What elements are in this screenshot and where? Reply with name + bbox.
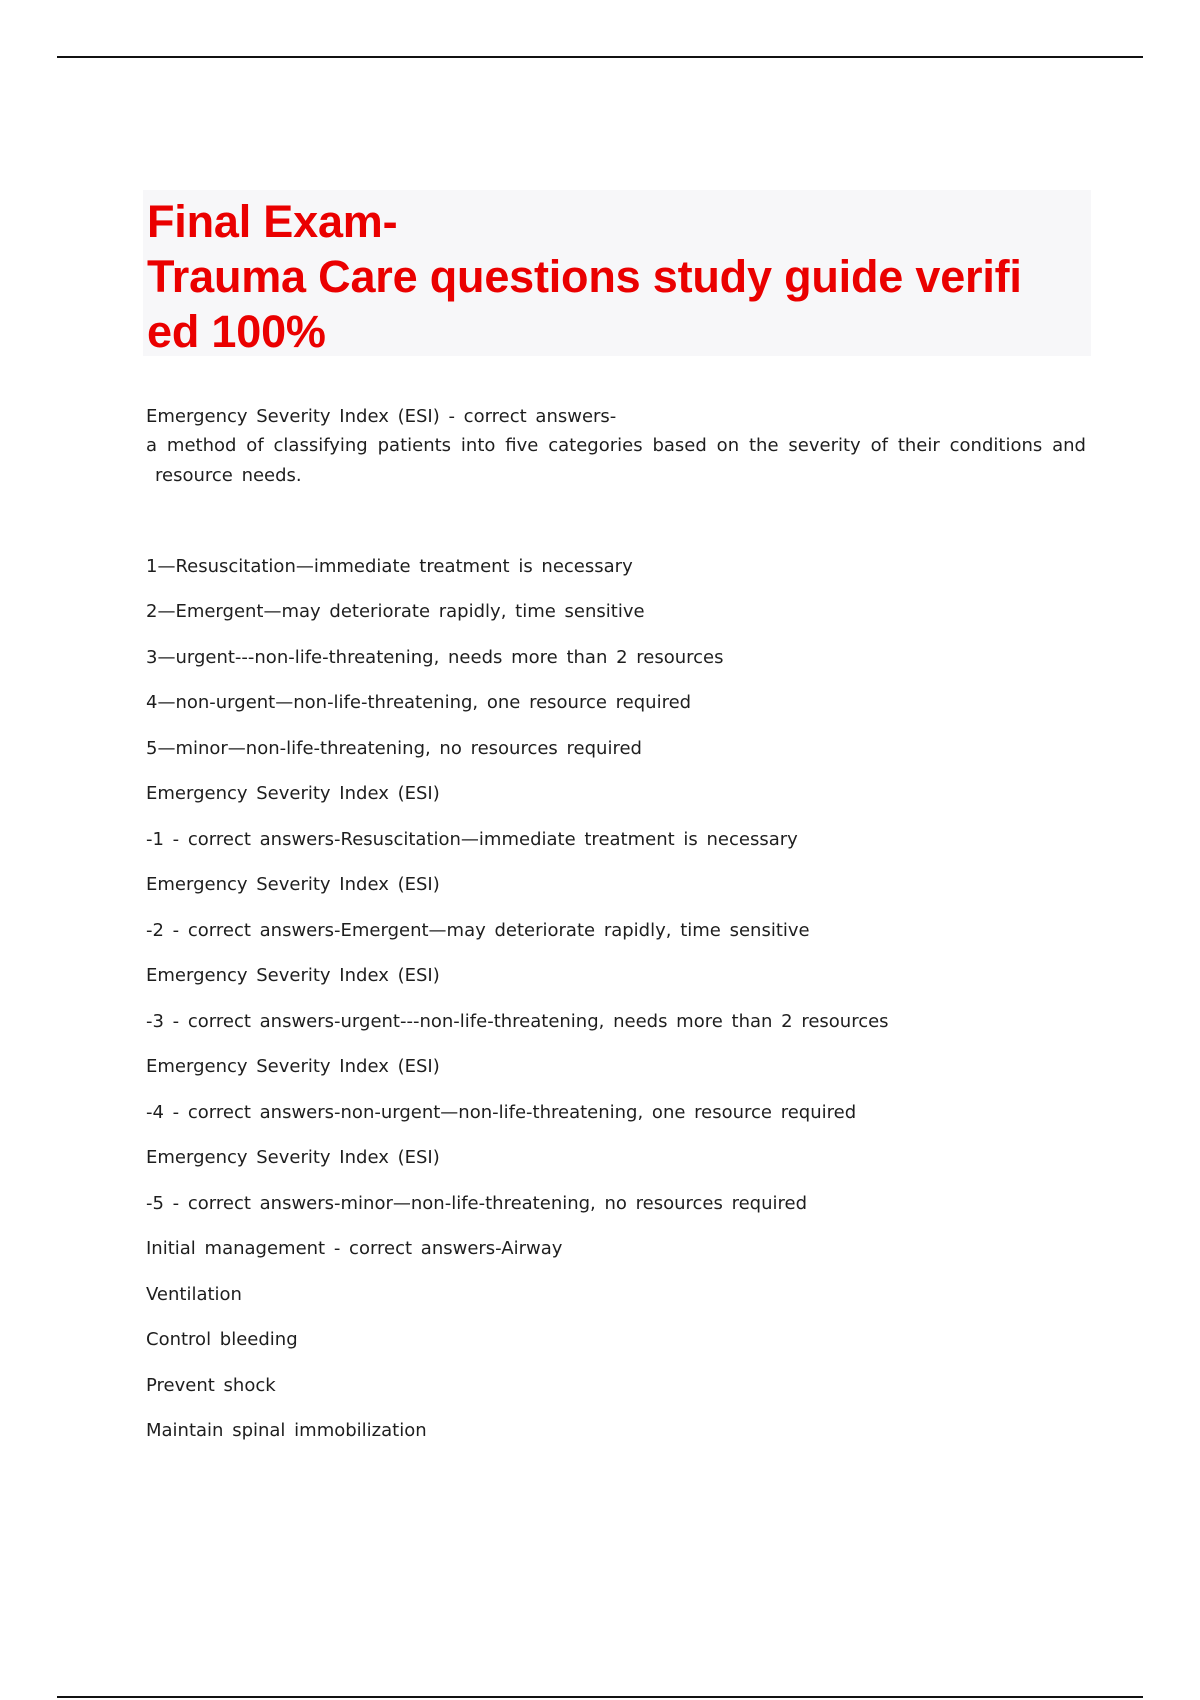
initial-management-heading: Initial management - correct answers-Airway — [146, 1238, 563, 1259]
esi-heading: Emergency Severity Index (ESI) - correct answers- — [146, 406, 617, 427]
document-title — [143, 190, 1091, 356]
qa-question: Emergency Severity Index (ESI) — [146, 783, 440, 804]
qa-answer: -1 - correct answers-Resuscitation—immediate treatment is necessary — [146, 829, 798, 850]
initial-management-item: Ventilation — [146, 1284, 242, 1305]
esi-level-3: 3—urgent---non-life-threatening, needs more than 2 resources — [146, 647, 724, 668]
title-line: Final Exam- — [147, 196, 398, 247]
title-line: Trauma Care questions study guide verifi — [147, 251, 1022, 302]
initial-management-item: Maintain spinal immobilization — [146, 1420, 427, 1441]
qa-answer: -5 - correct answers-minor—non-life-threatening, no resources required — [146, 1193, 808, 1214]
esi-level-5: 5—minor—non-life-threatening, no resources required — [146, 738, 642, 759]
qa-answer: -3 - correct answers-urgent---non-life-threatening, needs more than 2 resources — [146, 1011, 889, 1032]
qa-question: Emergency Severity Index (ESI) — [146, 965, 440, 986]
qa-answer: -2 - correct answers-Emergent—may deteriorate rapidly, time sensitive — [146, 920, 810, 941]
header-rule — [57, 56, 1143, 58]
esi-level-4: 4—non-urgent—non-life-threatening, one resource required — [146, 692, 692, 713]
qa-question: Emergency Severity Index (ESI) — [146, 874, 440, 895]
esi-level-2: 2—Emergent—may deteriorate rapidly, time sensitive — [146, 601, 645, 622]
initial-management-item: Control bleeding — [146, 1329, 298, 1350]
esi-level-1: 1—Resuscitation—immediate treatment is necessary — [146, 556, 633, 577]
initial-management-item: Prevent shock — [146, 1375, 276, 1396]
qa-question: Emergency Severity Index (ESI) — [146, 1147, 440, 1168]
esi-definition-continued: resource needs. — [155, 465, 302, 486]
qa-answer: -4 - correct answers-non-urgent—non-life-threatening, one resource required — [146, 1102, 857, 1123]
title-line: ed 100% — [147, 306, 326, 357]
qa-question: Emergency Severity Index (ESI) — [146, 1056, 440, 1077]
esi-definition: a method of classifying patients into five categories based on the severity of their conditions and — [146, 435, 1086, 456]
footer-rule — [57, 1696, 1143, 1698]
